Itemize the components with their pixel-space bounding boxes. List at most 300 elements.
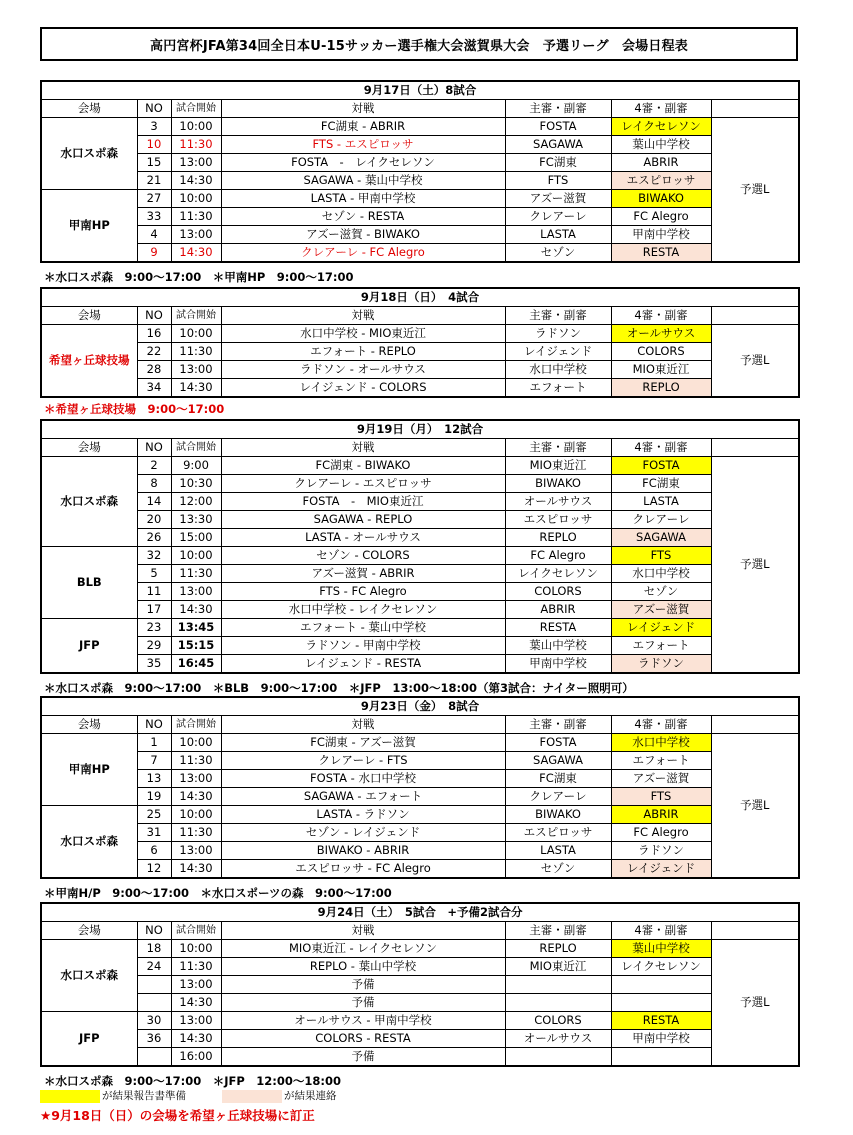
match-no xyxy=(137,994,171,1012)
venue-hours-note: ＊水口スポ森 9:00～17:00 ＊甲南HP 9:00～17:00 xyxy=(44,270,354,284)
start-time: 13:00 xyxy=(171,583,221,601)
fourth-official-cell: アズー滋賀 xyxy=(611,770,711,788)
match-pairing: FOSTA - レイクセレソン xyxy=(221,154,505,172)
column-header-row xyxy=(41,307,799,325)
referee-cell: FC湖東 xyxy=(505,154,611,172)
header-fourth: 4審・副審 xyxy=(611,716,711,734)
fourth-official-cell: レイクセレソン xyxy=(611,958,711,976)
fourth-official-cell: 葉山中学校 xyxy=(611,940,711,958)
referee-cell: オールサウス xyxy=(505,493,611,511)
day-title: 9月24日（土） 5試合 +予備2試合分 xyxy=(41,903,799,922)
match-pairing: エフォート - 葉山中学校 xyxy=(221,619,505,637)
header-blank xyxy=(711,307,799,325)
match-no: 11 xyxy=(137,583,171,601)
header-blank xyxy=(711,716,799,734)
header-start: 試合開始 xyxy=(171,716,221,734)
start-time: 14:30 xyxy=(171,860,221,879)
fourth-official-cell: FTS xyxy=(611,547,711,565)
match-pairing: FTS - FC Alegro xyxy=(221,583,505,601)
start-time: 10:00 xyxy=(171,734,221,752)
fourth-official-cell: ラドソン xyxy=(611,842,711,860)
match-pairing: クレアーレ - エスピロッサ xyxy=(221,475,505,493)
referee-cell: FTS xyxy=(505,172,611,190)
match-pairing: ラドソン - 甲南中学校 xyxy=(221,637,505,655)
stage-label: 予選L xyxy=(711,734,799,879)
referee-cell: エスピロッサ xyxy=(505,511,611,529)
match-no: 29 xyxy=(137,637,171,655)
referee-cell: SAGAWA xyxy=(505,752,611,770)
header-match: 対戦 xyxy=(221,922,505,940)
match-no: 18 xyxy=(137,940,171,958)
fourth-official-cell: FC湖東 xyxy=(611,475,711,493)
header-ref: 主審・副審 xyxy=(505,100,611,118)
start-time: 10:00 xyxy=(171,325,221,343)
table-row xyxy=(41,752,799,770)
table-row xyxy=(41,734,799,752)
start-time: 10:30 xyxy=(171,475,221,493)
match-no: 5 xyxy=(137,565,171,583)
match-pairing: 予備 xyxy=(221,994,505,1012)
referee-cell: セゾン xyxy=(505,860,611,879)
venue-cell: 水口スポ森 xyxy=(41,118,137,190)
match-pairing: FC湖東 - BIWAKO xyxy=(221,457,505,475)
referee-cell: FOSTA xyxy=(505,118,611,136)
match-pairing: レイジェンド - COLORS xyxy=(221,379,505,398)
referee-cell xyxy=(505,976,611,994)
table-row xyxy=(41,1012,799,1030)
match-pairing: セゾン - COLORS xyxy=(221,547,505,565)
day-title-row xyxy=(41,81,799,100)
start-time: 13:00 xyxy=(171,976,221,994)
fourth-official-cell: レイジェンド xyxy=(611,619,711,637)
table-row xyxy=(41,565,799,583)
referee-cell: ABRIR xyxy=(505,601,611,619)
match-pairing: セゾン - RESTA xyxy=(221,208,505,226)
referee-cell: エスピロッサ xyxy=(505,824,611,842)
day-title-row xyxy=(41,288,799,307)
match-no: 8 xyxy=(137,475,171,493)
venue-cell: 希望ヶ丘球技場 xyxy=(41,325,137,398)
fourth-official-cell: レイクセレソン xyxy=(611,118,711,136)
day-title: 9月18日（日） 4試合 xyxy=(41,288,799,307)
fourth-official-cell: FTS xyxy=(611,788,711,806)
table-row xyxy=(41,208,799,226)
match-no: 32 xyxy=(137,547,171,565)
match-no: 28 xyxy=(137,361,171,379)
start-time: 10:00 xyxy=(171,190,221,208)
match-no: 7 xyxy=(137,752,171,770)
venue-cell: JFP xyxy=(41,619,137,674)
match-pairing: SAGAWA - REPLO xyxy=(221,511,505,529)
venue-hours-note: ＊水口スポ森 9:00～17:00 ＊BLB 9:00～17:00 ＊JFP 13:00～18:00（第3試合：ナイター照明可） xyxy=(44,681,634,695)
fourth-official-cell: オールサウス xyxy=(611,325,711,343)
match-no: 12 xyxy=(137,860,171,879)
table-row xyxy=(41,637,799,655)
start-time: 11:30 xyxy=(171,136,221,154)
table-row xyxy=(41,770,799,788)
fourth-official-cell: クレアーレ xyxy=(611,511,711,529)
venue-cell: 水口スポ森 xyxy=(41,457,137,547)
column-header-row xyxy=(41,100,799,118)
header-blank xyxy=(711,922,799,940)
header-ref: 主審・副審 xyxy=(505,439,611,457)
start-time: 13:00 xyxy=(171,770,221,788)
start-time: 14:30 xyxy=(171,601,221,619)
header-fourth: 4審・副審 xyxy=(611,439,711,457)
referee-cell: FC湖東 xyxy=(505,770,611,788)
table-row xyxy=(41,493,799,511)
match-pairing: MIO東近江 - レイクセレソン xyxy=(221,940,505,958)
venue-hours-note: ＊希望ヶ丘球技場 9:00～17:00 xyxy=(44,402,225,416)
match-pairing: エフォート - REPLO xyxy=(221,343,505,361)
fourth-official-cell: エスピロッサ xyxy=(611,172,711,190)
fourth-official-cell: FC Alegro xyxy=(611,208,711,226)
match-no: 9 xyxy=(137,244,171,263)
match-no: 10 xyxy=(137,136,171,154)
fourth-official-cell: エフォート xyxy=(611,637,711,655)
fourth-official-cell: エフォート xyxy=(611,752,711,770)
referee-cell: ラドソン xyxy=(505,325,611,343)
start-time: 13:00 xyxy=(171,154,221,172)
fourth-official-cell: セゾン xyxy=(611,583,711,601)
start-time: 13:00 xyxy=(171,842,221,860)
venue-cell: BLB xyxy=(41,547,137,619)
day-section xyxy=(40,419,798,674)
match-no: 33 xyxy=(137,208,171,226)
table-row xyxy=(41,343,799,361)
match-pairing: クレアーレ - FC Alegro xyxy=(221,244,505,263)
fourth-official-cell: 甲南中学校 xyxy=(611,226,711,244)
table-row xyxy=(41,824,799,842)
match-pairing: LASTA - 甲南中学校 xyxy=(221,190,505,208)
table-row xyxy=(41,154,799,172)
header-match: 対戦 xyxy=(221,307,505,325)
table-row xyxy=(41,994,799,1012)
day-section xyxy=(40,902,798,1067)
table-row xyxy=(41,788,799,806)
start-time: 10:00 xyxy=(171,806,221,824)
day-title: 9月23日（金） 8試合 xyxy=(41,697,799,716)
stage-label: 予選L xyxy=(711,940,799,1067)
fourth-official-cell: MIO東近江 xyxy=(611,361,711,379)
table-row xyxy=(41,361,799,379)
day-title-row xyxy=(41,697,799,716)
start-time: 9:00 xyxy=(171,457,221,475)
match-no: 27 xyxy=(137,190,171,208)
start-time: 13:00 xyxy=(171,361,221,379)
legend-peach-label: が結果連絡 xyxy=(284,1090,337,1102)
start-time: 11:30 xyxy=(171,343,221,361)
match-no: 36 xyxy=(137,1030,171,1048)
referee-cell: FC Alegro xyxy=(505,547,611,565)
fourth-official-cell: レイジェンド xyxy=(611,860,711,879)
start-time: 11:30 xyxy=(171,958,221,976)
match-pairing: LASTA - ラドソン xyxy=(221,806,505,824)
fourth-official-cell: 甲南中学校 xyxy=(611,1030,711,1048)
match-no: 13 xyxy=(137,770,171,788)
start-time: 11:30 xyxy=(171,752,221,770)
referee-cell: 葉山中学校 xyxy=(505,637,611,655)
header-start: 試合開始 xyxy=(171,100,221,118)
match-pairing: アズー滋賀 - ABRIR xyxy=(221,565,505,583)
day-table xyxy=(40,902,800,1067)
match-pairing: アズー滋賀 - BIWAKO xyxy=(221,226,505,244)
match-pairing: BIWAKO - ABRIR xyxy=(221,842,505,860)
header-start: 試合開始 xyxy=(171,307,221,325)
start-time: 14:30 xyxy=(171,379,221,398)
header-blank xyxy=(711,439,799,457)
header-match: 対戦 xyxy=(221,716,505,734)
day-title: 9月19日（月） 12試合 xyxy=(41,420,799,439)
venue-cell: JFP xyxy=(41,1012,137,1067)
header-match: 対戦 xyxy=(221,439,505,457)
header-no: NO xyxy=(137,439,171,457)
referee-cell: アズー滋賀 xyxy=(505,190,611,208)
column-header-row xyxy=(41,439,799,457)
start-time: 16:45 xyxy=(171,655,221,674)
fourth-official-cell: LASTA xyxy=(611,493,711,511)
start-time: 14:30 xyxy=(171,1030,221,1048)
match-no: 35 xyxy=(137,655,171,674)
match-pairing: FOSTA - MIO東近江 xyxy=(221,493,505,511)
match-pairing: 予備 xyxy=(221,1048,505,1067)
fourth-official-cell: アズー滋賀 xyxy=(611,601,711,619)
match-pairing: REPLO - 葉山中学校 xyxy=(221,958,505,976)
match-pairing: ラドソン - オールサウス xyxy=(221,361,505,379)
referee-cell: COLORS xyxy=(505,1012,611,1030)
match-no: 20 xyxy=(137,511,171,529)
table-row xyxy=(41,190,799,208)
start-time: 14:30 xyxy=(171,244,221,263)
match-no: 23 xyxy=(137,619,171,637)
start-time: 11:30 xyxy=(171,565,221,583)
table-row xyxy=(41,619,799,637)
header-venue: 会場 xyxy=(41,716,137,734)
match-no: 19 xyxy=(137,788,171,806)
match-no: 1 xyxy=(137,734,171,752)
referee-cell: LASTA xyxy=(505,842,611,860)
match-no: 2 xyxy=(137,457,171,475)
referee-cell: LASTA xyxy=(505,226,611,244)
header-start: 試合開始 xyxy=(171,922,221,940)
header-venue: 会場 xyxy=(41,100,137,118)
match-no: 26 xyxy=(137,529,171,547)
header-no: NO xyxy=(137,922,171,940)
column-header-row xyxy=(41,922,799,940)
venue-hours-note: ＊甲南H/P 9:00～17:00 ＊水口スポーツの森 9:00～17:00 xyxy=(44,886,392,900)
match-no: 6 xyxy=(137,842,171,860)
header-fourth: 4審・副審 xyxy=(611,100,711,118)
column-header-row xyxy=(41,716,799,734)
start-time: 13:00 xyxy=(171,1012,221,1030)
header-blank xyxy=(711,100,799,118)
stage-label: 予選L xyxy=(711,118,799,263)
match-pairing: FC湖東 - アズー滋賀 xyxy=(221,734,505,752)
match-pairing: オールサウス - 甲南中学校 xyxy=(221,1012,505,1030)
header-no: NO xyxy=(137,307,171,325)
match-no: 15 xyxy=(137,154,171,172)
table-row xyxy=(41,457,799,475)
header-match: 対戦 xyxy=(221,100,505,118)
fourth-official-cell: COLORS xyxy=(611,343,711,361)
fourth-official-cell xyxy=(611,976,711,994)
day-title-row xyxy=(41,903,799,922)
match-pairing: SAGAWA - エフォート xyxy=(221,788,505,806)
referee-cell: クレアーレ xyxy=(505,208,611,226)
venue-cell: 水口スポ森 xyxy=(41,806,137,879)
referee-cell: REPLO xyxy=(505,529,611,547)
match-pairing: FC湖東 - ABRIR xyxy=(221,118,505,136)
stage-label: 予選L xyxy=(711,457,799,674)
venue-hours-note: ＊水口スポ森 9:00～17:00 ＊JFP 12:00～18:00 xyxy=(44,1074,341,1088)
referee-cell xyxy=(505,994,611,1012)
fourth-official-cell: REPLO xyxy=(611,379,711,398)
table-row xyxy=(41,601,799,619)
fourth-official-cell: FOSTA xyxy=(611,457,711,475)
match-no: 17 xyxy=(137,601,171,619)
start-time: 12:00 xyxy=(171,493,221,511)
start-time: 14:30 xyxy=(171,994,221,1012)
referee-cell: オールサウス xyxy=(505,1030,611,1048)
referee-cell: MIO東近江 xyxy=(505,958,611,976)
table-row xyxy=(41,118,799,136)
correction-notice: ★9月18日（日）の会場を希望ヶ丘球技場に訂正 xyxy=(40,1108,315,1123)
header-no: NO xyxy=(137,716,171,734)
table-row xyxy=(41,379,799,398)
match-no: 4 xyxy=(137,226,171,244)
fourth-official-cell: RESTA xyxy=(611,1012,711,1030)
fourth-official-cell: ABRIR xyxy=(611,806,711,824)
table-row xyxy=(41,226,799,244)
match-pairing: 水口中学校 - レイクセレソン xyxy=(221,601,505,619)
day-table xyxy=(40,696,800,879)
table-row xyxy=(41,976,799,994)
start-time: 14:30 xyxy=(171,172,221,190)
day-section xyxy=(40,696,798,879)
day-table xyxy=(40,287,800,398)
table-row xyxy=(41,860,799,879)
fourth-official-cell: FC Alegro xyxy=(611,824,711,842)
day-section xyxy=(40,80,798,263)
stage-label: 予選L xyxy=(711,325,799,398)
start-time: 14:30 xyxy=(171,788,221,806)
match-no xyxy=(137,976,171,994)
referee-cell: REPLO xyxy=(505,940,611,958)
day-section xyxy=(40,287,798,398)
referee-cell: RESTA xyxy=(505,619,611,637)
day-table xyxy=(40,80,800,263)
table-row xyxy=(41,475,799,493)
page-title: 高円宮杯JFA第34回全日本U-15サッカー選手権大会滋賀県大会 予選リーグ 会場日程表 xyxy=(40,27,798,61)
table-row xyxy=(41,325,799,343)
start-time: 15:00 xyxy=(171,529,221,547)
match-no: 21 xyxy=(137,172,171,190)
legend-yellow-swatch xyxy=(40,1090,100,1103)
start-time: 13:00 xyxy=(171,226,221,244)
header-venue: 会場 xyxy=(41,922,137,940)
table-row xyxy=(41,1048,799,1067)
match-pairing: FOSTA - 水口中学校 xyxy=(221,770,505,788)
match-pairing: セゾン - レイジェンド xyxy=(221,824,505,842)
table-row xyxy=(41,806,799,824)
match-pairing: 予備 xyxy=(221,976,505,994)
start-time: 10:00 xyxy=(171,940,221,958)
header-start: 試合開始 xyxy=(171,439,221,457)
referee-cell: クレアーレ xyxy=(505,788,611,806)
header-no: NO xyxy=(137,100,171,118)
day-title-row xyxy=(41,420,799,439)
match-no: 34 xyxy=(137,379,171,398)
match-no: 14 xyxy=(137,493,171,511)
referee-cell: FOSTA xyxy=(505,734,611,752)
fourth-official-cell xyxy=(611,994,711,1012)
match-no: 31 xyxy=(137,824,171,842)
table-row xyxy=(41,1030,799,1048)
table-row xyxy=(41,583,799,601)
header-venue: 会場 xyxy=(41,307,137,325)
referee-cell: BIWAKO xyxy=(505,806,611,824)
referee-cell: SAGAWA xyxy=(505,136,611,154)
start-time: 13:30 xyxy=(171,511,221,529)
table-row xyxy=(41,655,799,674)
match-pairing: 水口中学校 - MIO東近江 xyxy=(221,325,505,343)
match-no: 3 xyxy=(137,118,171,136)
match-pairing: クレアーレ - FTS xyxy=(221,752,505,770)
header-fourth: 4審・副審 xyxy=(611,922,711,940)
fourth-official-cell: BIWAKO xyxy=(611,190,711,208)
match-no: 16 xyxy=(137,325,171,343)
fourth-official-cell: 水口中学校 xyxy=(611,734,711,752)
table-row xyxy=(41,172,799,190)
venue-cell: 甲南HP xyxy=(41,734,137,806)
match-no: 22 xyxy=(137,343,171,361)
fourth-official-cell: ABRIR xyxy=(611,154,711,172)
table-row xyxy=(41,547,799,565)
referee-cell: COLORS xyxy=(505,583,611,601)
start-time: 16:00 xyxy=(171,1048,221,1067)
referee-cell: レイジェンド xyxy=(505,343,611,361)
table-row xyxy=(41,958,799,976)
match-pairing: COLORS - RESTA xyxy=(221,1030,505,1048)
table-row xyxy=(41,244,799,263)
match-no: 30 xyxy=(137,1012,171,1030)
table-row xyxy=(41,511,799,529)
legend-peach-swatch xyxy=(222,1090,282,1103)
header-venue: 会場 xyxy=(41,439,137,457)
fourth-official-cell: ラドソン xyxy=(611,655,711,674)
start-time: 13:45 xyxy=(171,619,221,637)
header-ref: 主審・副審 xyxy=(505,922,611,940)
day-table xyxy=(40,419,800,674)
referee-cell: 水口中学校 xyxy=(505,361,611,379)
match-pairing: エスピロッサ - FC Alegro xyxy=(221,860,505,879)
start-time: 10:00 xyxy=(171,118,221,136)
table-row xyxy=(41,940,799,958)
match-pairing: FTS - エスピロッサ xyxy=(221,136,505,154)
start-time: 15:15 xyxy=(171,637,221,655)
referee-cell: MIO東近江 xyxy=(505,457,611,475)
start-time: 10:00 xyxy=(171,547,221,565)
fourth-official-cell: 水口中学校 xyxy=(611,565,711,583)
header-ref: 主審・副審 xyxy=(505,307,611,325)
match-no: 25 xyxy=(137,806,171,824)
legend-yellow-label: が結果報告書準備 xyxy=(102,1090,186,1102)
legend xyxy=(40,1089,337,1103)
match-no xyxy=(137,1048,171,1067)
fourth-official-cell: RESTA xyxy=(611,244,711,263)
day-title: 9月17日（土）8試合 xyxy=(41,81,799,100)
table-row xyxy=(41,842,799,860)
